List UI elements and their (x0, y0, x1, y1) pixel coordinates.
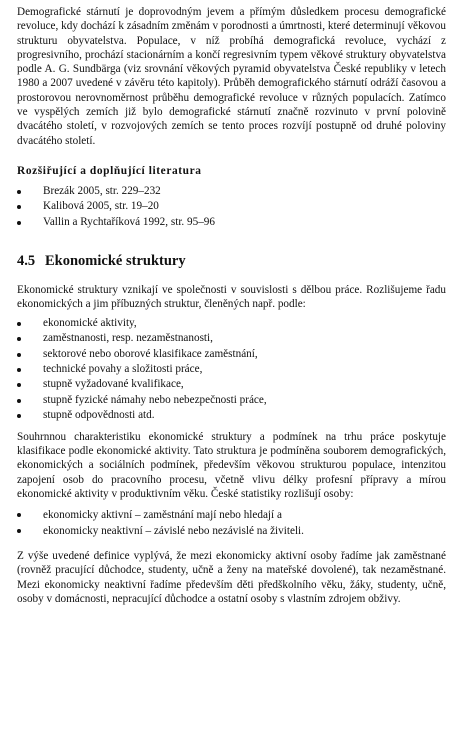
bullet-icon (17, 368, 21, 372)
list-item-text: zaměstnanosti, resp. nezaměstnanosti, (43, 332, 213, 345)
list-item (17, 362, 446, 377)
bullet-icon (17, 205, 21, 209)
activity-list (17, 507, 446, 539)
further-reading-list (17, 184, 446, 230)
list-item-text: technické povahy a složitosti práce, (43, 363, 203, 375)
bullet-icon (17, 337, 21, 341)
list-item (17, 199, 446, 214)
section-number: 4.5 (17, 253, 36, 270)
list-item (17, 215, 446, 230)
summary-paragraph: Souhrnnou charakteristiku ekonomické struktury a podmínek na trhu práce poskytuje klasifikace podle ekonomické aktivity. Tato struktura je podmíněna souborem demografických, ekonomických a sociálních podmínek, především věkovou strukturou populace, intenzitou zapojení osob do pracovního procesu, včetně vlivu délky profesní přípravy a mírou ekonomické aktivity v produktivním věku. České statistiky rozlišují osoby: (17, 430, 446, 500)
list-item-text: Brezák 2005, str. 229–232 (43, 184, 161, 197)
section-heading (17, 252, 446, 270)
list-item (17, 523, 446, 539)
section-intro-paragraph: Ekonomické struktury vznikají ve společnosti v souvislosti s dělbou práce. Rozlišujeme řadu ekonomických a jim příbuzných struktur, členěných např. podle: (17, 284, 446, 311)
bullet-icon (17, 322, 21, 326)
list-item (17, 184, 446, 199)
section-title: Ekonomické struktury (45, 253, 186, 270)
further-reading-heading: Rozšiřující a doplňující literatura (17, 164, 202, 177)
list-item-text: stupně fyzické námahy nebo nebezpečnosti práce, (43, 393, 267, 406)
list-item-text: stupně odpovědnosti atd. (43, 409, 155, 422)
list-item-text: stupně vyžadované kvalifikace, (43, 378, 184, 391)
list-item (17, 408, 446, 423)
list-item-text: ekonomické aktivity, (43, 316, 137, 329)
list-item-text: Kalibová 2005, str. 19–20 (43, 200, 159, 213)
bullet-icon (17, 221, 21, 225)
bullet-icon (17, 414, 21, 418)
structure-list (17, 316, 446, 424)
list-item (17, 377, 446, 392)
list-item (17, 316, 446, 331)
list-item-text: ekonomicky neaktivní – závislé nebo nezávislé na živiteli. (43, 525, 304, 538)
list-item-text: sektorové nebo oborové klasifikace zaměstnání, (43, 347, 258, 360)
definition-paragraph: Z výše uvedené definice vyplývá, že mezi ekonomicky aktivní osoby řadíme jak zaměstnané (rovněž pracující důchodce, studenty, učně a ženy na mateřské dovolené), tak nezaměstnané. Mezi ekonomicky neaktivní řadíme především děti předškolního věku, žáky, studenty, učně, osoby v domácnosti, nepracující důchodce a ostatní osoby s vlastním zdrojem obživy. (17, 550, 446, 605)
list-item (17, 393, 446, 408)
bullet-icon (17, 353, 21, 357)
list-item (17, 347, 446, 362)
list-item-text: ekonomicky aktivní – zaměstnání mají nebo hledají a (43, 509, 282, 522)
list-item (17, 507, 446, 523)
bullet-icon (17, 383, 21, 387)
bullet-icon (17, 529, 21, 533)
list-item-text: Vallin a Rychtaříková 1992, str. 95–96 (43, 215, 215, 228)
bullet-icon (17, 513, 21, 517)
bullet-icon (17, 399, 21, 403)
list-item (17, 331, 446, 346)
intro-paragraph: Demografické stárnutí je doprovodným jevem a přímým důsledkem procesu demografické revoluce, kdy dochází k zásadním změnám v porodnosti a úmrtnosti, které determinují věkovou strukturu obyvatelstva. Populace, v níž probíhá demografická revoluce, vychází z progresivního, prochází stacionárním a končí regresivním typem věkové struktury obyvatelstva podle A. G. Sundbärga (viz srovnání věkových pyramid obyvatelstva České republiky v letech 1980 a 2007 uvedené v závěru této kapitoly). Průběh demografického stárnutí odráží časovou a prostorovou nerovnoměrnost průběhu demografické revoluce v různých populacích. Zatímco ve vyspělých zemích již bylo demografické stárnutí značně rozvinuto v první polovině dvacátého století, v rozvojových zemích se tento proces rozvíjí postupně od druhé poloviny dvacátého století. (17, 6, 446, 147)
bullet-icon (17, 190, 21, 194)
